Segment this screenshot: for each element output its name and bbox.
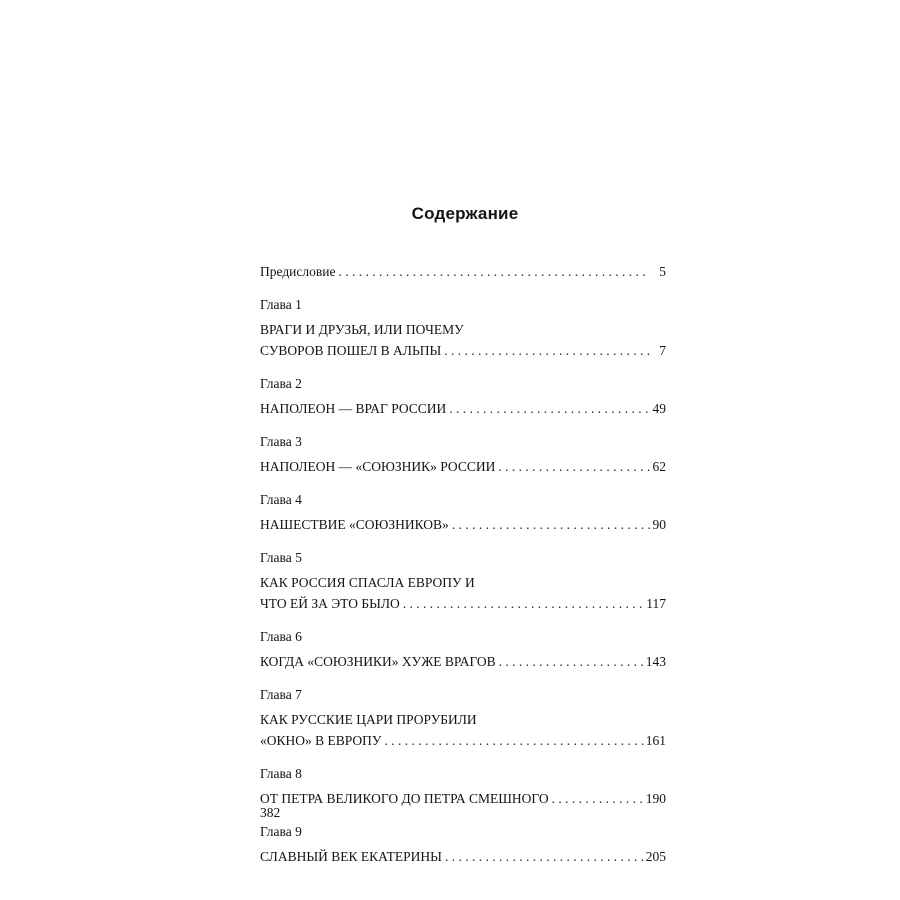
leader-dots <box>452 514 650 535</box>
table-of-contents <box>260 261 666 867</box>
toc-entry-preface <box>260 261 666 282</box>
toc-entry-chapter <box>260 547 666 614</box>
leader-dots <box>498 456 650 477</box>
toc-entry-chapter <box>260 373 666 419</box>
toc-page-number: 190 <box>645 791 666 806</box>
chapter-list <box>260 294 666 867</box>
toc-page-number: 62 <box>652 459 666 474</box>
toc-line <box>260 846 666 867</box>
chapter-title: НАПОЛЕОН — «СОЮЗНИК» РОССИИ <box>260 459 496 474</box>
chapter-title: «ОКНО» В ЕВРОПУ <box>260 733 382 748</box>
chapter-title-line: ВРАГИ И ДРУЗЬЯ, ИЛИ ПОЧЕМУ <box>260 322 464 337</box>
chapter-label: Глава 1 <box>260 297 302 312</box>
chapter-title: НАПОЛЕОН — ВРАГ РОССИИ <box>260 401 447 416</box>
toc-line <box>260 398 666 419</box>
toc-entry-chapter <box>260 684 666 751</box>
chapter-title-line: КАК РОССИЯ СПАСЛА ЕВРОПУ И <box>260 575 475 590</box>
toc-page-number: 49 <box>652 401 666 416</box>
toc-line <box>260 788 666 809</box>
toc-entry-chapter <box>260 821 666 867</box>
leader-dots <box>552 788 644 809</box>
chapter-title: НАШЕСТВИЕ «СОЮЗНИКОВ» <box>260 517 449 532</box>
toc-page-number: 117 <box>646 596 666 611</box>
chapter-label: Глава 9 <box>260 824 302 839</box>
chapter-label: Глава 4 <box>260 492 302 507</box>
chapter-label: Глава 7 <box>260 687 302 702</box>
toc-entry-chapter <box>260 489 666 535</box>
leader-dots <box>385 730 644 751</box>
toc-entry-chapter <box>260 431 666 477</box>
toc-page-number: 5 <box>659 264 666 279</box>
chapter-title: ОТ ПЕТРА ВЕЛИКОГО ДО ПЕТРА СМЕШНОГО <box>260 791 549 806</box>
leader-dots <box>449 398 650 419</box>
toc-entry-chapter <box>260 294 666 361</box>
toc-line <box>260 593 666 614</box>
page-number: 382 <box>260 805 281 820</box>
toc-line <box>260 651 666 672</box>
toc-page-number: 143 <box>645 654 666 669</box>
toc-line <box>260 340 666 361</box>
chapter-label: Глава 3 <box>260 434 302 449</box>
chapter-title: СУВОРОВ ПОШЕЛ В АЛЬПЫ <box>260 343 442 358</box>
leader-dots <box>499 651 644 672</box>
toc-entry-title: Предисловие <box>260 264 336 279</box>
toc-entry-chapter <box>260 626 666 672</box>
toc-line <box>260 514 666 535</box>
leader-dots <box>444 340 650 361</box>
leader-dots <box>445 846 644 867</box>
page-title: Содержание <box>411 204 519 223</box>
chapter-label: Глава 2 <box>260 376 302 391</box>
leader-dots <box>403 593 644 614</box>
chapter-label: Глава 8 <box>260 766 302 781</box>
chapter-title-line: КАК РУССКИЕ ЦАРИ ПРОРУБИЛИ <box>260 712 477 727</box>
chapter-label: Глава 5 <box>260 550 302 565</box>
toc-entry-chapter <box>260 763 666 809</box>
chapter-title: КОГДА «СОЮЗНИКИ» ХУЖЕ ВРАГОВ <box>260 654 496 669</box>
toc-line <box>260 456 666 477</box>
chapter-label: Глава 6 <box>260 629 302 644</box>
toc-page-number: 161 <box>645 733 666 748</box>
chapter-title: СЛАВНЫЙ ВЕК ЕКАТЕРИНЫ <box>260 849 442 864</box>
leader-dots <box>338 261 650 282</box>
chapter-title: ЧТО ЕЙ ЗА ЭТО БЫЛО <box>260 596 400 611</box>
toc-page-number: 7 <box>659 343 666 358</box>
toc-line <box>260 730 666 751</box>
toc-line <box>260 261 666 282</box>
toc-page-number: 205 <box>645 849 666 864</box>
toc-page-number: 90 <box>652 517 666 532</box>
